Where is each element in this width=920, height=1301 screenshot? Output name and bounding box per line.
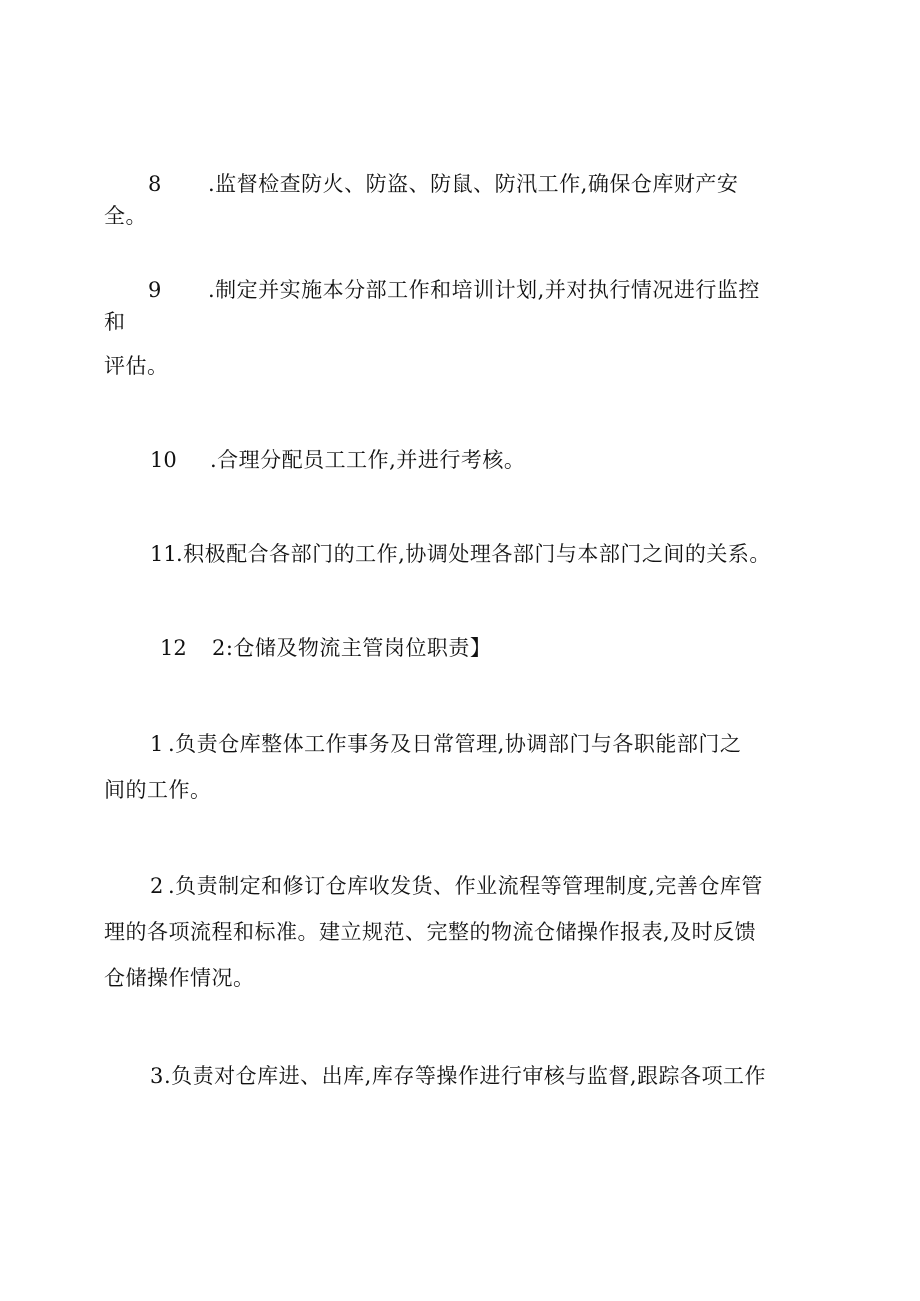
item-text-line: .制定并实施本分部工作和培训计划,并对执行情况进行监控 bbox=[208, 278, 760, 302]
item-number: 8 bbox=[148, 172, 162, 196]
item-number: 9 bbox=[148, 278, 162, 302]
item-text-line: .合理分配员工工作,并进行考核。 bbox=[210, 448, 526, 472]
item-text-line: 间的工作。 bbox=[104, 778, 212, 802]
item-text-line: 评估。 bbox=[104, 354, 169, 378]
item-number: 3 bbox=[150, 1064, 164, 1088]
item-number: 1 bbox=[150, 732, 164, 756]
item-text-line: .负责制定和修订仓库收发货、作业流程等管理制度,完善仓库管 bbox=[168, 874, 763, 898]
item-text-line: .负责仓库整体工作事务及日常管理,协调部门与各职能部门之 bbox=[168, 732, 742, 756]
item-number: 10 bbox=[150, 448, 177, 472]
item-text-line: .积极配合各部门的工作,协调处理各部门与本部门之间的关系。 bbox=[176, 542, 771, 566]
item-text-line: 和 bbox=[104, 310, 126, 334]
item-number: 11 bbox=[150, 542, 177, 566]
section-heading: 2:仓储及物流主管岗位职责】 bbox=[212, 636, 492, 660]
item-text-line: 仓储操作情况。 bbox=[104, 966, 255, 990]
item-text-line: 全。 bbox=[104, 204, 147, 228]
item-text-line: .负责对仓库进、出库,库存等操作进行审核与监督,跟踪各项工作 bbox=[164, 1064, 767, 1088]
item-text-line: .监督检查防火、防盗、防鼠、防汛工作,确保仓库财产安 bbox=[208, 172, 739, 196]
item-number: 12 bbox=[160, 636, 187, 660]
item-text-line: 理的各项流程和标准。建立规范、完整的物流仓储操作报表,及时反馈 bbox=[104, 920, 757, 944]
item-number: 2 bbox=[150, 874, 164, 898]
